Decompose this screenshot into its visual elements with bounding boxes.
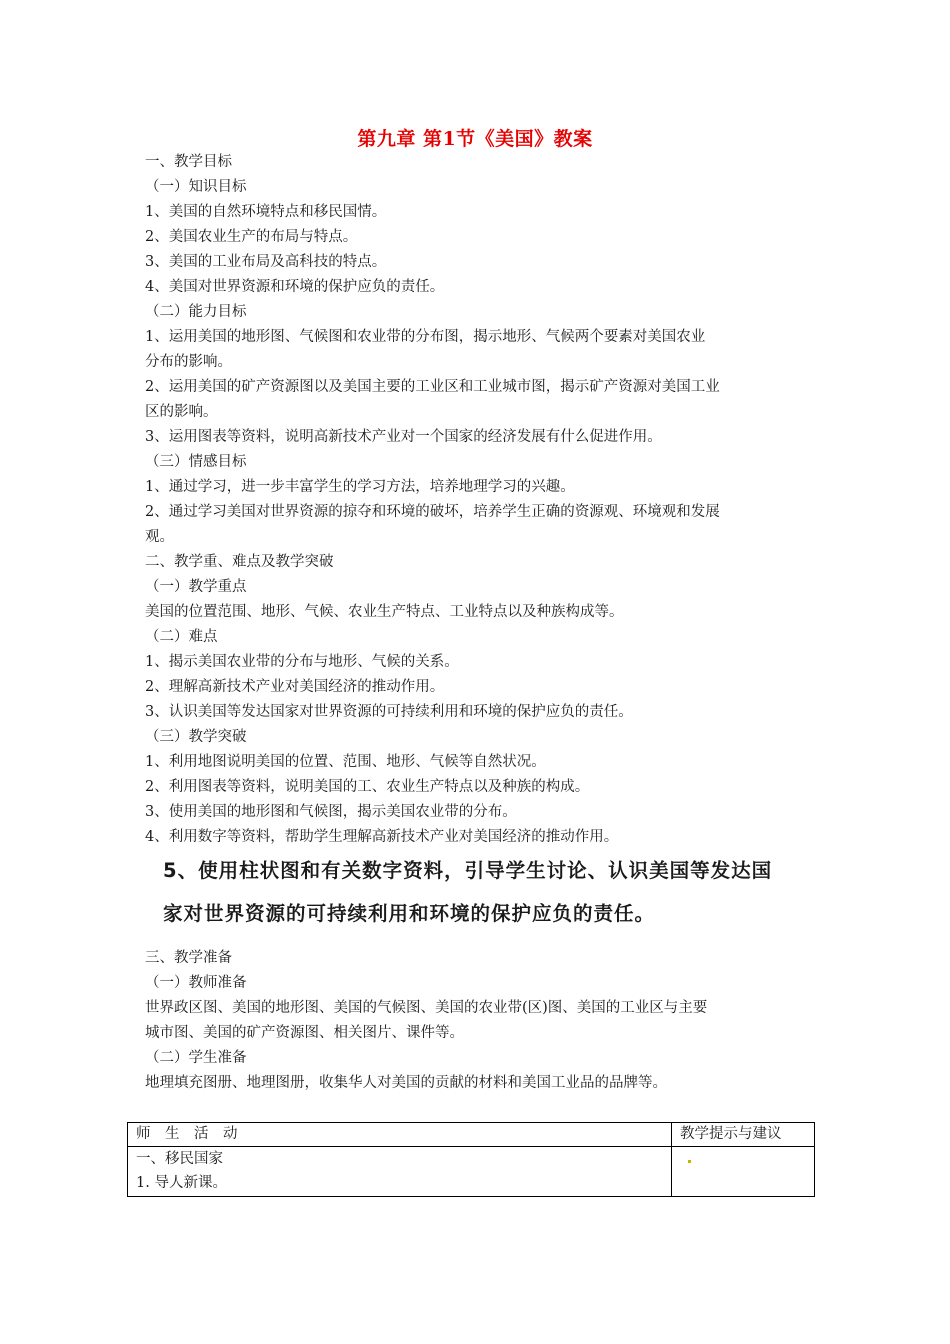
table-header-tips: 教学提示与建议: [672, 1123, 815, 1147]
text-line: 3、使用美国的地形图和气候图，揭示美国农业带的分布。: [145, 804, 517, 820]
section-heading: 二、教学重、难点及教学突破: [145, 554, 334, 570]
table-row: [128, 1147, 815, 1197]
text-line: 3、认识美国等发达国家对世界资源的可持续利用和环境的保护应负的责任。: [145, 704, 633, 720]
text-line: 美国的位置范围、地形、气候、农业生产特点、工业特点以及种族构成等。: [145, 604, 624, 620]
table-cell-line: 一、移民国家: [136, 1151, 223, 1167]
text-line: 城市图、美国的矿产资源图、相关图片、课件等。: [145, 1025, 464, 1041]
text-line: 观。: [145, 529, 174, 545]
table-cell-activities: [128, 1147, 672, 1197]
table-header-row: [128, 1123, 815, 1147]
text-line: 2、理解高新技术产业对美国经济的推动作用。: [145, 679, 445, 695]
subsection-heading: （二）学生准备: [145, 1050, 247, 1066]
text-line: 2、通过学习美国对世界资源的掠夺和环境的破坏，培养学生正确的资源观、环境观和发展: [145, 504, 720, 520]
table-cell-tips: [672, 1147, 815, 1197]
emphasized-text-line: 5、使用柱状图和有关数字资料，引导学生讨论、认识美国等发达国: [163, 859, 773, 882]
subsection-heading: （三）情感目标: [145, 454, 247, 470]
table-header-activities: 师 生 活 动: [128, 1123, 672, 1147]
text-line: 2、利用图表等资料，说明美国的工、农业生产特点以及种族的构成。: [145, 779, 590, 795]
dot-mark: [688, 1160, 691, 1163]
subsection-heading: （一）教师准备: [145, 975, 247, 991]
text-line: 1、揭示美国农业带的分布与地形、气候的关系。: [145, 654, 459, 670]
text-line: 1、运用美国的地形图、气候图和农业带的分布图，揭示地形、气候两个要素对美国农业: [145, 329, 706, 345]
table-cell-line: 1. 导人新课。: [136, 1175, 227, 1191]
subsection-heading: （二）能力目标: [145, 304, 247, 320]
text-line: 4、利用数字等资料，帮助学生理解高新技术产业对美国经济的推动作用。: [145, 829, 619, 845]
subsection-heading: （三）教学突破: [145, 729, 247, 745]
subsection-heading: （一）教学重点: [145, 579, 247, 595]
page-title: 第九章 第1节《美国》教案: [357, 128, 593, 150]
text-line: 1、美国的自然环境特点和移民国情。: [145, 204, 387, 220]
lesson-plan-table: [127, 1122, 815, 1197]
text-line: 3、美国的工业布局及高科技的特点。: [145, 254, 387, 270]
subsection-heading: （二）难点: [145, 629, 218, 645]
emphasized-text-line: 家对世界资源的可持续利用和环境的保护应负的责任。: [163, 902, 656, 925]
text-line: 2、美国农业生产的布局与特点。: [145, 229, 358, 245]
text-line: 1、通过学习，进一步丰富学生的学习方法，培养地理学习的兴趣。: [145, 479, 575, 495]
section-heading: 一、教学目标: [145, 154, 232, 170]
subsection-heading: （一）知识目标: [145, 179, 247, 195]
text-line: 2、运用美国的矿产资源图以及美国主要的工业区和工业城市图，揭示矿产资源对美国工业: [145, 379, 720, 395]
text-line: 世界政区图、美国的地形图、美国的气候图、美国的农业带(区)图、美国的工业区与主要: [145, 1000, 708, 1016]
text-line: 区的影响。: [145, 404, 218, 420]
text-line: 分布的影响。: [145, 354, 232, 370]
text-line: 地理填充图册、地理图册，收集华人对美国的贡献的材料和美国工业品的品牌等。: [145, 1075, 667, 1091]
text-line: 1、利用地图说明美国的位置、范围、地形、气候等自然状况。: [145, 754, 546, 770]
section-heading: 三、教学准备: [145, 950, 232, 966]
text-line: 3、运用图表等资料，说明高新技术产业对一个国家的经济发展有什么促进作用。: [145, 429, 662, 445]
text-line: 4、美国对世界资源和环境的保护应负的责任。: [145, 279, 445, 295]
